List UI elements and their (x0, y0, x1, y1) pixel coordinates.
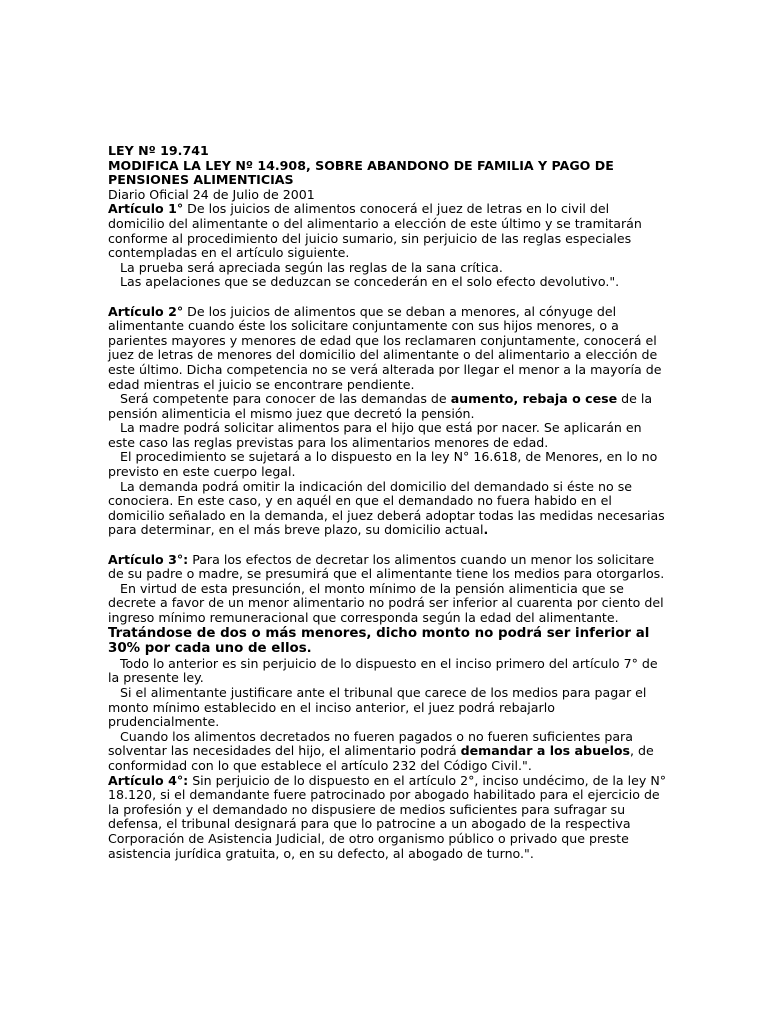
article-3-heading: Artículo 3°: (108, 551, 189, 567)
law-number: LEY Nº 19.741 (108, 143, 209, 158)
article-2-text: De los juicios de alimentos que se deban a menores, al cónyuge del alimentante cuando éste los solicitare conjuntamente con sus hijos menores, o a parientes mayores y menores de edad que los reclamaren conjuntamente, conocerá el juez de letras de menores del domicilio del alimentante o del alimentario a elección de este último. Dicha competencia no se verá alterada por llegar el menor a la mayoría de edad mientras el juicio se encontrare pendiente. (108, 303, 662, 392)
emphasis-text: demandar a los abuelos (460, 743, 631, 759)
article-2-paragraph-2 (108, 392, 668, 421)
text-span: de la pensión alimenticia el mismo juez que decretó la pensión. (108, 391, 653, 421)
text-span: La demanda podrá omitir la indicación del domicilio del demandado si éste no se conociera. En este caso, y en aquél en que el demandado no fuera habido en el domicilio señalado en la demanda, el juez deberá adoptar todas las medidas necesarias para determinar, en el más breve plazo, su domicilio actual (108, 478, 665, 538)
text-span: Cuando los alimentos decretados no fueren pagados o no fueren suficientes para solventar las necesidades del hijo, el alimentario podrá (108, 728, 633, 759)
article-3-paragraph-5 (108, 730, 668, 774)
emphasis-text: Tratándose de dos o más menores, dicho monto no podrá ser inferior al 30% por cada uno de ellos (108, 625, 650, 657)
article-1-paragraph-3: Las apelaciones que se deduzcan se concederán en el solo efecto devolutivo.". (120, 274, 620, 290)
emphasis-text: aumento, rebaja o cese (450, 391, 618, 407)
document-body (108, 144, 668, 861)
article-1-text: De los juicios de alimentos conocerá el juez de letras en lo civil del domicilio del alimentante o del alimentario a elección de este último y se tramitarán conforme al procedimiento del juicio sumario, sin perjuicio de las reglas especiales contempladas en el artículo siguiente. (108, 201, 642, 261)
article-3-paragraph-1 (108, 553, 668, 582)
text-span: Será competente para conocer de las demandas de (120, 391, 451, 407)
article-2-paragraph-5 (108, 480, 668, 538)
article-1-paragraph-1 (108, 202, 668, 260)
spacer (108, 290, 668, 305)
article-3-paragraph-4: Si el alimentante justificare ante el tribunal que carece de los medios para pagar el monto mínimo establecido en el inciso anterior, el juez podrá rebajarlo prudencialmente. (108, 684, 647, 730)
article-2-heading: Artículo 2° (108, 303, 184, 319)
text-span: . (306, 640, 312, 656)
spacer (108, 538, 668, 553)
article-4-text: Sin perjuicio de lo dispuesto en el artículo 2°, inciso undécimo, de la ley N° 18.120, si el demandante fuere patrocinado por abogado habilitado para el ejercicio de la profesión y el demandado no dispusiere de medios suficientes para sufragar su defensa, el tribunal designará para que lo patrocine a un abogado de la respectiva Corporación de Asistencia Judicial, de otro organismo público o privado que preste asistencia jurídica gratuita, o, en su defecto, al abogado de turno.". (108, 772, 667, 861)
article-2-paragraph-3: La madre podrá solicitar alimentos para el hijo que está por nacer. Se aplicarán en este caso las reglas previstas para los alimentarios menores de edad. (108, 420, 642, 450)
law-title: MODIFICA LA LEY Nº 14.908, SOBRE ABANDONO DE FAMILIA Y PAGO DE PENSIONES ALIMENTICIAS (108, 157, 614, 188)
publication-date: Diario Oficial 24 de Julio de 2001 (108, 186, 315, 202)
article-4-paragraph-1 (108, 774, 668, 862)
article-1-paragraph-2: La prueba será apreciada según las reglas de la sana crítica. (120, 259, 503, 275)
article-1-heading: Artículo 1° (108, 201, 184, 217)
article-3-text: Para los efectos de decretar los alimentos cuando un menor los solicitare de su padre o madre, se presumirá que el alimentante tiene los medios para otorgarlos. (108, 551, 665, 582)
article-3-paragraph-2-bold (108, 626, 668, 657)
article-4-heading: Artículo 4°: (108, 772, 189, 788)
text-span: . (483, 522, 489, 538)
article-3-paragraph-3: Todo lo anterior es sin perjuicio de lo dispuesto en el inciso primero del artículo 7° de la presente ley. (108, 655, 658, 686)
text-span: , de conformidad con lo que establece el artículo 232 del Código Civil.". (108, 743, 654, 773)
article-2-paragraph-1 (108, 305, 668, 393)
article-2-paragraph-4: El procedimiento se sujetará a lo dispuesto en la ley N° 16.618, de Menores, en lo no previsto en este cuerpo legal. (108, 449, 658, 480)
article-3-paragraph-2: En virtud de esta presunción, el monto mínimo de la pensión alimenticia que se decrete a favor de un menor alimentario no podrá ser inferior al cuarenta por ciento del ingreso mínimo remuneracional que corresponda según la edad del alimentante. (108, 580, 664, 625)
